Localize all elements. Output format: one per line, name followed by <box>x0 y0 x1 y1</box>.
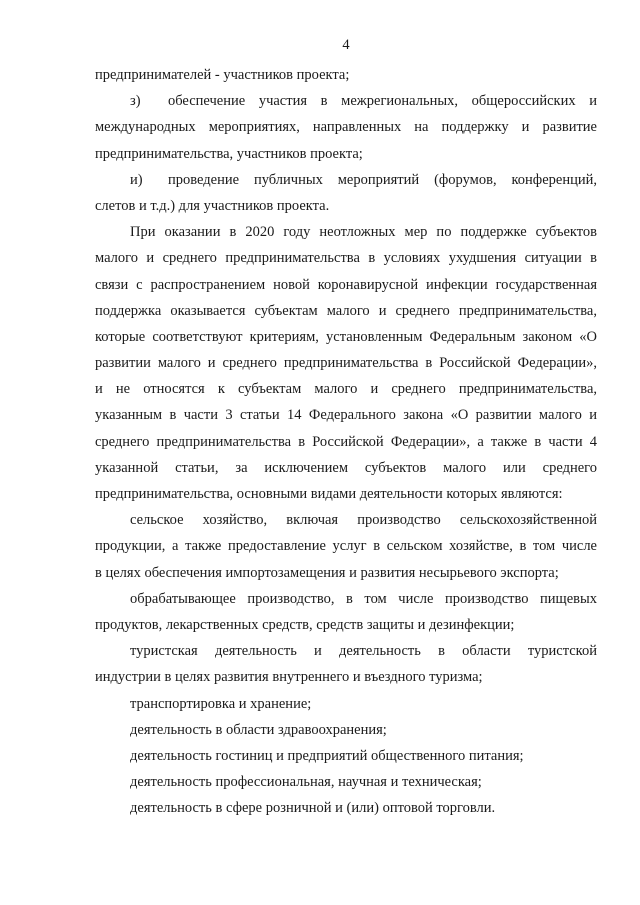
list-paragraph <box>95 88 597 167</box>
text-line: При оказании в 2020 году неотложных мер по поддержке субъектов <box>130 224 597 241</box>
text-line: деятельность в сфере розничной и (или) оптовой торговли. <box>130 800 496 817</box>
paragraph <box>95 219 597 507</box>
paragraph <box>95 638 597 690</box>
text-line: предпринимательства, основными видами деятельности которых являются: <box>95 486 563 502</box>
list-marker: и) <box>130 171 143 188</box>
text-line: указанной статьи, за исключением субъектов малого или среднего <box>95 459 597 476</box>
paragraph <box>95 743 597 769</box>
paragraph <box>95 769 597 795</box>
paragraph <box>95 717 597 743</box>
text-line: предпринимательства, участников проекта; <box>95 145 363 162</box>
text-line: продукции, а также предоставление услуг в сельском хозяйстве, в том числе <box>95 538 597 555</box>
text-line: индустрии в целях развития внутреннего и въездного туризма; <box>95 669 483 686</box>
paragraph <box>95 795 597 821</box>
text-line: туристская деятельность и деятельность в области туристской <box>130 643 597 660</box>
text-line-content: обеспечение участия в межрегиональных, общероссийских и <box>168 93 597 110</box>
text-line <box>95 167 597 193</box>
text-line: деятельность в области здравоохранения; <box>130 721 387 738</box>
text-line: сельское хозяйство, включая производство сельскохозяйственной <box>130 512 597 529</box>
text-line: деятельность профессиональная, научная и техническая; <box>130 774 482 791</box>
text-line: слетов и т.д.) для участников проекта. <box>95 197 330 214</box>
text-line: указанным в части 3 статьи 14 Федерального закона «О развитии малого и <box>95 407 597 424</box>
text-line: развитии малого и среднего предпринимательства в Российской Федерации», <box>95 355 597 372</box>
paragraph <box>95 507 597 586</box>
paragraph <box>95 691 597 717</box>
list-paragraph <box>95 167 597 219</box>
text-line-content: проведение публичных мероприятий (форумов, конференций, <box>168 171 597 188</box>
text-line: международных мероприятиях, направленных на поддержку и развитие <box>95 119 597 136</box>
text-line: продуктов, лекарственных средств, средств защиты и дезинфекции; <box>95 616 515 633</box>
list-marker: з) <box>130 93 141 110</box>
text-line: в целях обеспечения импортозамещения и развития несырьевого экспорта; <box>95 564 559 581</box>
text-line: которые соответствуют критериям, установленным Федеральным законом «О <box>95 328 597 345</box>
text-line: связи с распространением новой коронавирусной инфекции государственная <box>95 276 597 293</box>
text-line: транспортировка и хранение; <box>130 695 312 712</box>
text-line <box>95 88 597 114</box>
document-body <box>95 62 597 821</box>
text-line: и не относятся к субъектам малого и среднего предпринимательства, <box>95 381 597 398</box>
text-line: предпринимателей - участников проекта; <box>95 67 350 83</box>
page-number: 4 <box>342 37 350 53</box>
paragraph <box>95 586 597 638</box>
text-line: поддержка оказывается субъектам малого и среднего предпринимательства, <box>95 302 597 319</box>
text-line: среднего предпринимательства в Российской Федерации», а также в части 4 <box>95 433 597 450</box>
text-line: обрабатывающее производство, в том числе производство пищевых <box>130 590 597 607</box>
paragraph <box>95 62 597 88</box>
text-line: деятельность гостиниц и предприятий общественного питания; <box>130 747 524 764</box>
text-line: малого и среднего предпринимательства в условиях ухудшения ситуации в <box>95 250 597 267</box>
